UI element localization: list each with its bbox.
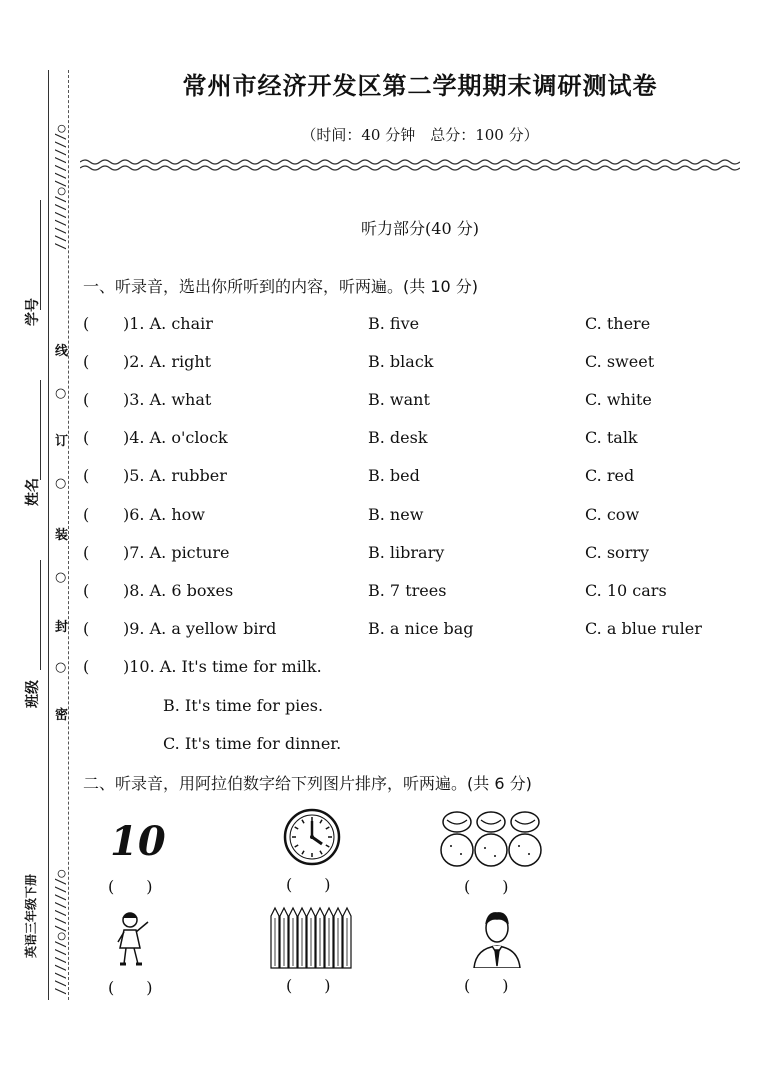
seal-circle: ○	[55, 476, 67, 491]
option-b: B. desk	[368, 428, 428, 447]
option-a: )9. A. a yellow bird	[123, 619, 277, 638]
clock-icon	[283, 808, 341, 866]
option-b: B. bed	[368, 466, 420, 485]
name-write-line	[40, 380, 41, 480]
divider	[80, 158, 740, 172]
option-c: C. red	[585, 466, 635, 485]
option-a: )6. A. how	[123, 505, 205, 524]
answer-blank[interactable]: (	[83, 657, 90, 676]
option-c: C. white	[585, 390, 652, 409]
oranges-icon	[437, 808, 549, 868]
answer-blank[interactable]: ( )	[286, 976, 331, 995]
number-ten-picture: 10	[110, 818, 166, 865]
answer-blank[interactable]: (	[83, 466, 90, 485]
exam-title: 常州市经济开发区第二学期期末调研测试卷	[182, 72, 658, 100]
option-c: C. sweet	[585, 352, 655, 371]
pencils-icon	[268, 906, 358, 970]
option-a: )5. A. rubber	[123, 466, 227, 485]
option-a: )7. A. picture	[123, 543, 230, 562]
answer-blank[interactable]: ( )	[286, 875, 331, 894]
option-b: B. black	[368, 352, 434, 371]
class-label: 班级	[25, 680, 41, 708]
answer-blank[interactable]: ( )	[108, 978, 153, 997]
option-b: B. 7 trees	[368, 581, 447, 600]
book-label: 英语三年级下册	[24, 873, 38, 958]
option-a: )4. A. o'clock	[123, 428, 228, 447]
option-b: B. It's time for pies.	[163, 696, 324, 715]
answer-blank[interactable]: (	[83, 619, 90, 638]
seal-char: 订	[55, 434, 69, 449]
slash-top: ///////○///////○	[54, 124, 69, 250]
option-c: C. 10 cars	[585, 581, 667, 600]
option-c: C. sorry	[585, 543, 650, 562]
listening-title: 听力部分(40 分)	[361, 219, 479, 238]
option-a: )8. A. 6 boxes	[123, 581, 234, 600]
option-a: )3. A. what	[123, 390, 212, 409]
seal-circle: ○	[55, 570, 67, 585]
option-c: C. there	[585, 314, 651, 333]
seal-char: 装	[55, 528, 69, 543]
option-a: )10. A. It's time for milk.	[123, 657, 322, 676]
option-b: B. new	[368, 505, 424, 524]
option-b: B. want	[368, 390, 430, 409]
student-id-label: 学号	[25, 298, 41, 326]
seal-circle: ○	[55, 386, 67, 401]
answer-blank[interactable]: (	[83, 543, 90, 562]
answer-blank[interactable]: (	[83, 581, 90, 600]
slash-bottom: ///////○///////○	[54, 869, 69, 995]
answer-blank[interactable]: (	[83, 352, 90, 371]
section2-heading: 二、听录音，用阿拉伯数字给下列图片排序，听两遍。(共 6 分)	[83, 774, 532, 793]
class-write-line	[40, 560, 41, 670]
option-c: C. cow	[585, 505, 640, 524]
answer-blank[interactable]: ( )	[464, 976, 509, 995]
binding-margin	[0, 0, 80, 1074]
answer-blank[interactable]: (	[83, 505, 90, 524]
section1-heading: 一、听录音，选出你所听到的内容，听两遍。(共 10 分)	[83, 277, 479, 296]
exam-meta: （时间：40 分钟 总分：100 分）	[301, 126, 539, 144]
seal-char: 封	[55, 620, 69, 635]
answer-blank[interactable]: ( )	[464, 877, 509, 896]
answer-blank[interactable]: ( )	[108, 877, 153, 896]
seal-char: 线	[55, 344, 69, 359]
option-c: C. a blue ruler	[585, 619, 702, 638]
option-c: C. It's time for dinner.	[163, 734, 342, 753]
answer-blank[interactable]: (	[83, 314, 90, 333]
name-label: 姓名	[25, 478, 41, 506]
option-c: C. talk	[585, 428, 638, 447]
binding-line	[48, 70, 49, 1000]
option-b: B. a nice bag	[368, 619, 474, 638]
man-icon	[470, 908, 524, 968]
answer-blank[interactable]: (	[83, 390, 90, 409]
seal-circle: ○	[55, 660, 67, 675]
option-a: )1. A. chair	[123, 314, 213, 333]
answer-blank[interactable]: (	[83, 428, 90, 447]
id-write-line	[40, 200, 41, 310]
option-b: B. five	[368, 314, 420, 333]
option-a: )2. A. right	[123, 352, 212, 371]
girl-icon	[110, 908, 154, 970]
seal-char: 密	[55, 708, 69, 723]
option-b: B. library	[368, 543, 445, 562]
